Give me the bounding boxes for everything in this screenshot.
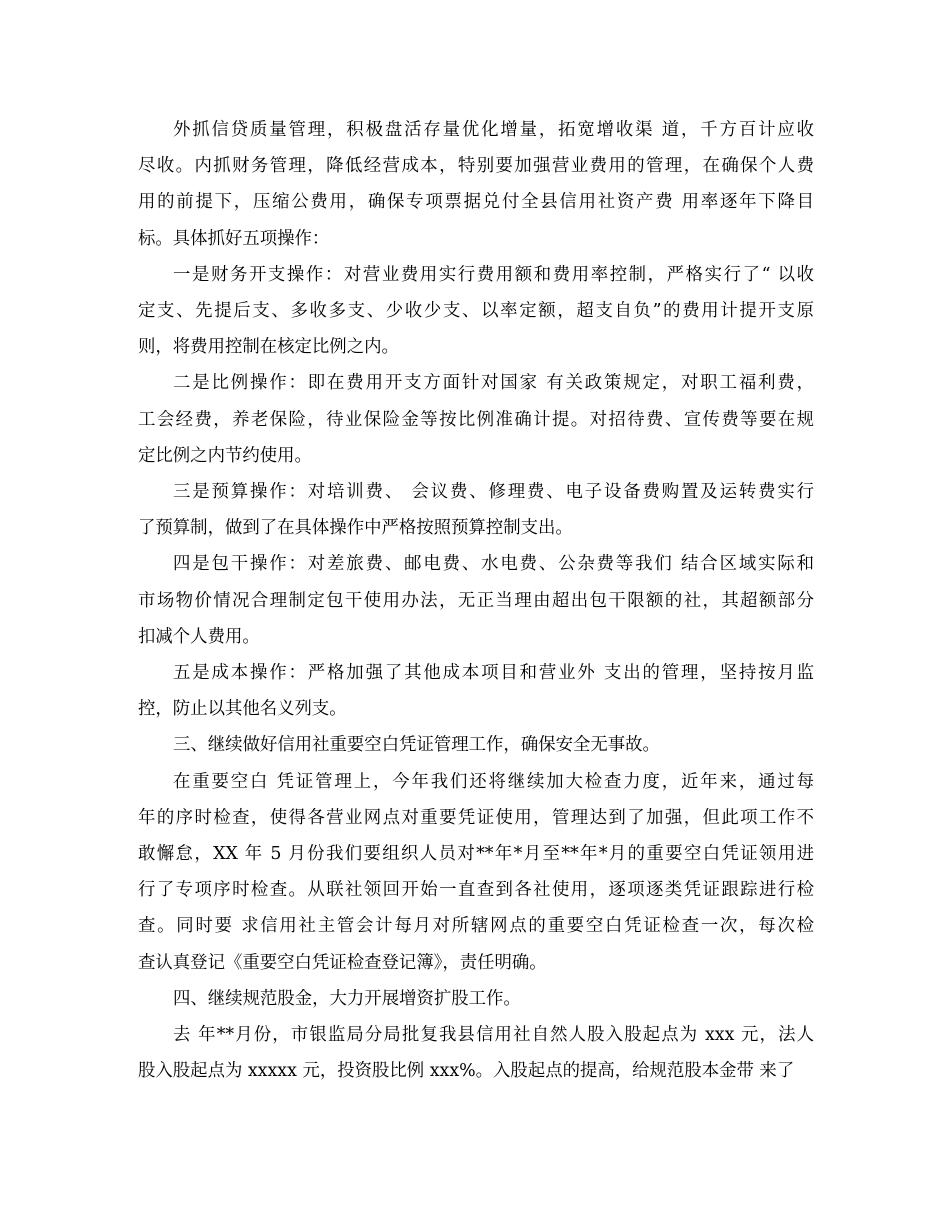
text-line: 一是财务开支操作：对营业费用实行费用额和费用率控制，严格实行了“ 以收 — [173, 264, 814, 285]
text-line: 尽收。内抓财务管理，降低经营成本，特别要加强营业费用的管理，在确保个人费 — [138, 156, 814, 177]
text-line: 四、继续规范股金，大力开展增资扩股工作。 — [173, 988, 521, 1009]
text-line: 定支、先提后支、多收多支、少收少支、以率定额，超支自负”的费用计提开支原 — [138, 301, 814, 322]
paragraph — [138, 727, 814, 763]
document-body — [138, 112, 814, 1089]
text-line: 扣减个人费用。 — [138, 626, 260, 647]
text-line: 定比例之内节约使用。 — [138, 445, 312, 466]
text-line: 四是包干操作：对差旅费、邮电费、水电费、公杂费等我们 结合区域实际和 — [173, 554, 814, 575]
paragraph — [138, 981, 814, 1017]
text-line: 查认真登记《重要空白凭证检查登记簿》，责任明确。 — [138, 952, 547, 973]
paragraph — [138, 474, 814, 546]
paragraph — [138, 1017, 814, 1089]
paragraph — [138, 257, 814, 366]
text-line: 工会经费，养老保险，待业保险金等按比例准确计提。对招待费、宣传费等要在规 — [138, 409, 814, 430]
text-line: 控，防止以其他名义列支。 — [138, 699, 347, 720]
text-line: 了预算制，做到了在具体操作中严格按照预算控制支出。 — [138, 518, 573, 539]
text-line: 三是预算操作：对培训费、 会议费、修理费、电子设备费购置及运转费实行 — [173, 482, 814, 503]
text-line: 用的前提下，压缩公费用，确保专项票据兑付全县信用社资产费 用率逐年下降目 — [138, 192, 814, 213]
text-line: 行了专项序时检查。从联社领回开始一直查到各社使用，逐项逐类凭证跟踪进行检 — [138, 880, 814, 901]
paragraph — [138, 365, 814, 474]
paragraph — [138, 655, 814, 727]
paragraph — [138, 764, 814, 981]
text-line: 二是比例操作：即在费用开支方面针对国家 有关政策规定，对职工福利费， — [173, 373, 814, 394]
text-line: 三、继续做好信用社重要空白凭证管理工作，确保安全无事故。 — [173, 735, 660, 756]
text-line: 敢懈怠，XX 年 5 月份我们要组织人员对**年*月至**年*月的重要空白凭证领用进 — [138, 844, 814, 865]
text-line: 五是成本操作：严格加强了其他成本项目和营业外 支出的管理，坚持按月监 — [173, 663, 814, 684]
paragraph — [138, 112, 814, 257]
text-line: 年的序时检查，使得各营业网点对重要凭证使用，管理达到了加强，但此项工作不 — [138, 807, 814, 828]
paragraph — [138, 546, 814, 655]
text-line: 则，将费用控制在核定比例之内。 — [138, 337, 399, 358]
text-line: 股入股起点为 xxxxx 元，投资股比例 xxx%。入股起点的提高，给规范股本金带 来了 — [138, 1061, 795, 1082]
text-line: 查。同时要 求信用社主管会计每月对所辖网点的重要空白凭证检查一次，每次检 — [138, 916, 814, 937]
text-line: 外抓信贷质量管理，积极盘活存量优化增量，拓宽增收渠 道，千方百计应收 — [173, 120, 814, 140]
text-line: 市场物价情况合理制定包干使用办法，无正当理由超出包干限额的社，其超额部分 — [138, 590, 814, 611]
text-line: 标。具体抓好五项操作： — [138, 228, 330, 249]
text-line: 去 年**月份，市银监局分局批复我县信用社自然人股入股起点为 xxx 元，法人 — [173, 1025, 814, 1046]
text-line: 在重要空白 凭证管理上，今年我们还将继续加大检查力度，近年来，通过每 — [173, 771, 814, 792]
